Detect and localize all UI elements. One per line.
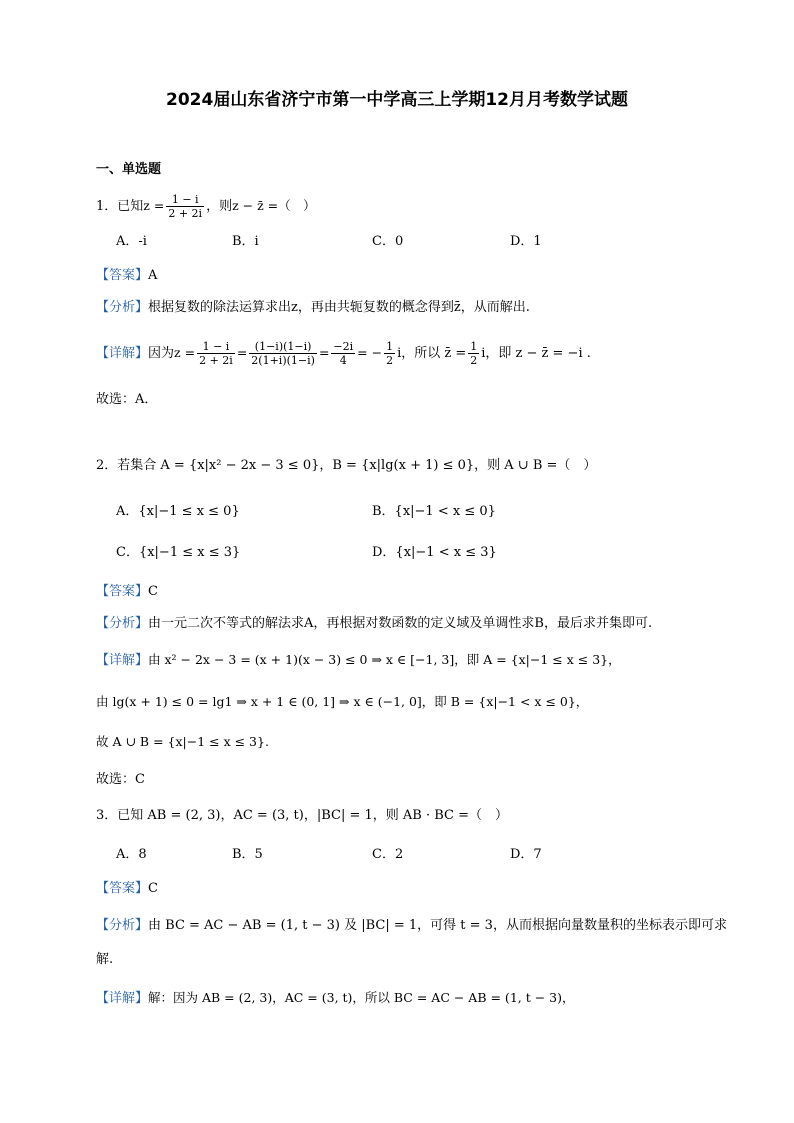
- q2-detail-tag: 【详解】: [96, 653, 149, 668]
- q1-stem: [96, 190, 316, 223]
- q1-detail-eq-2: =: [318, 345, 330, 360]
- q2-detail-line-2: 由 lg(x + 1) ≤ 0 = lg1 ⇒ x + 1 ∈ (0, 1] ⇒ x ∈ (−1, 0]，即 B = {x|−1 < x ≤ 0}，: [96, 694, 589, 709]
- q1-stem-fraction: [166, 193, 204, 220]
- q1-detail-fraction-1-den: 2 + 2i: [199, 354, 233, 367]
- q2-analysis-text: 由一元二次不等式的解法求A，再根据对数函数的定义域及单调性求B，最后求并集即可.: [148, 616, 653, 631]
- q1-detail-fraction-2: [249, 340, 317, 367]
- q1-option-a: A．-i: [116, 234, 147, 249]
- q3-analysis-tag: 【分析】: [96, 918, 149, 933]
- q2-detail-line-1: 由 x² − 2x − 3 = (x + 1)(x − 3) ≤ 0 ⇒ x ∈ [−1, 3]，即 A = {x|−1 ≤ x ≤ 3}，: [148, 652, 621, 667]
- q2-answer-tag: 【答案】: [96, 584, 149, 599]
- q1-detail-middle: i，所以 z̄ =: [397, 346, 467, 361]
- q1-detail-fraction-4-den: 2: [386, 354, 394, 367]
- q3-detail-text: 解：因为 AB = (2, 3)，AC = (3, t)，所以 BC = AC − AB = (1, t − 3)，: [148, 990, 575, 1005]
- q1-detail-eq-3: = −: [357, 345, 383, 360]
- q1-detail-fraction-4: [384, 340, 395, 367]
- section-heading: 一、单选题: [96, 162, 162, 177]
- q1-detail-eq-1: =: [236, 345, 248, 360]
- q2-answer: [96, 582, 158, 602]
- q1-stem-prefix: 1．已知: [96, 199, 144, 214]
- q1-stem-z: z =: [143, 198, 165, 213]
- q3-option-c: C．2: [372, 847, 404, 862]
- q1-answer-value: A: [148, 268, 158, 283]
- q1-choose: 故选：A．: [96, 392, 158, 407]
- q2-detail-line-3: 故 A ∪ B = {x|−1 ≤ x ≤ 3}.: [96, 734, 269, 749]
- q3-option-b: B．5: [232, 847, 263, 862]
- q1-analysis: [96, 298, 530, 318]
- q1-detail-prefix: 因为: [148, 346, 175, 361]
- q1-detail-fraction-4-num: 1: [386, 340, 394, 353]
- q2-option-a: A．{x|−1 ≤ x ≤ 0}: [116, 504, 240, 519]
- q2-stem: 2．若集合 A = {x|x² − 2x − 3 ≤ 0}，B = {x|lg(x + 1) ≤ 0}，则 A ∪ B =（ ）: [96, 458, 597, 473]
- q3-answer-value: C: [148, 881, 158, 896]
- q1-detail-fraction-3-num: −2i: [333, 340, 354, 353]
- q1-detail-fraction-1-num: 1 − i: [197, 340, 235, 354]
- q1-detail-tag: 【详解】: [96, 346, 149, 361]
- q1-option-d: D．1: [510, 234, 542, 249]
- q2-option-b: B．{x|−1 < x ≤ 0}: [372, 504, 496, 519]
- q1-answer: [96, 266, 157, 286]
- q2-option-c: C．{x|−1 ≤ x ≤ 3}: [116, 545, 241, 560]
- q1-stem-middle: ，则: [206, 199, 233, 214]
- q2-analysis: [96, 614, 652, 634]
- q1-detail-end: i，即 z − z̄ = −i .: [481, 346, 591, 361]
- q1-stem-expr: z − z̄ =（ ）: [232, 198, 316, 213]
- q3-analysis-text: 由 BC = AC − AB = (1, t − 3) 及 |BC| = 1，可得 t = 3，从而根据向量数量积的坐标表示即可求: [148, 918, 727, 933]
- q2-analysis-tag: 【分析】: [96, 616, 149, 631]
- q1-detail-fraction-3-den: 4: [339, 354, 347, 367]
- q3-option-a: A．8: [116, 847, 147, 862]
- q1-detail-fraction-2-den: 2(1+i)(1−i): [251, 354, 315, 367]
- q3-answer: [96, 879, 158, 899]
- page-title: 2024届山东省济宁市第一中学高三上学期12月月考数学试题: [166, 90, 628, 110]
- q3-detail-tag: 【详解】: [96, 991, 149, 1006]
- q3-option-d: D．7: [510, 847, 542, 862]
- q1-analysis-text: 根据复数的除法运算求出z，再由共轭复数的概念得到z̄，从而解出.: [148, 300, 530, 315]
- q2-detail: [96, 650, 621, 671]
- q1-stem-fraction-den: 2 + 2i: [168, 207, 203, 220]
- q2-answer-value: C: [148, 584, 158, 599]
- q1-detail: [96, 337, 591, 370]
- q1-detail-fraction-5: [468, 340, 479, 367]
- q1-detail-fraction-1: [197, 340, 235, 367]
- q3-answer-tag: 【答案】: [96, 881, 149, 896]
- q1-analysis-tag: 【分析】: [96, 300, 149, 315]
- q1-stem-fraction-num: 1 − i: [166, 193, 204, 207]
- q1-detail-fraction-2-num: (1−i)(1−i): [249, 340, 317, 354]
- q1-detail-z: z =: [174, 345, 196, 360]
- q3-analysis: [96, 916, 727, 936]
- q3-stem: 3．已知 AB = (2, 3)，AC = (3, t)，|BC| = 1，则 AB · BC =（ ）: [96, 808, 509, 823]
- q2-option-d: D．{x|−1 < x ≤ 3}: [372, 545, 497, 560]
- q1-detail-fraction-5-num: 1: [470, 340, 478, 353]
- q1-answer-tag: 【答案】: [96, 268, 149, 283]
- q1-detail-fraction-5-den: 2: [470, 354, 478, 367]
- q1-option-b: B．i: [232, 234, 259, 249]
- q1-detail-fraction-3: [331, 340, 355, 367]
- q3-analysis-continued: 解.: [96, 952, 114, 967]
- q2-choose: 故选：C: [96, 772, 145, 787]
- q1-option-c: C．0: [372, 234, 404, 249]
- q3-detail: [96, 988, 575, 1009]
